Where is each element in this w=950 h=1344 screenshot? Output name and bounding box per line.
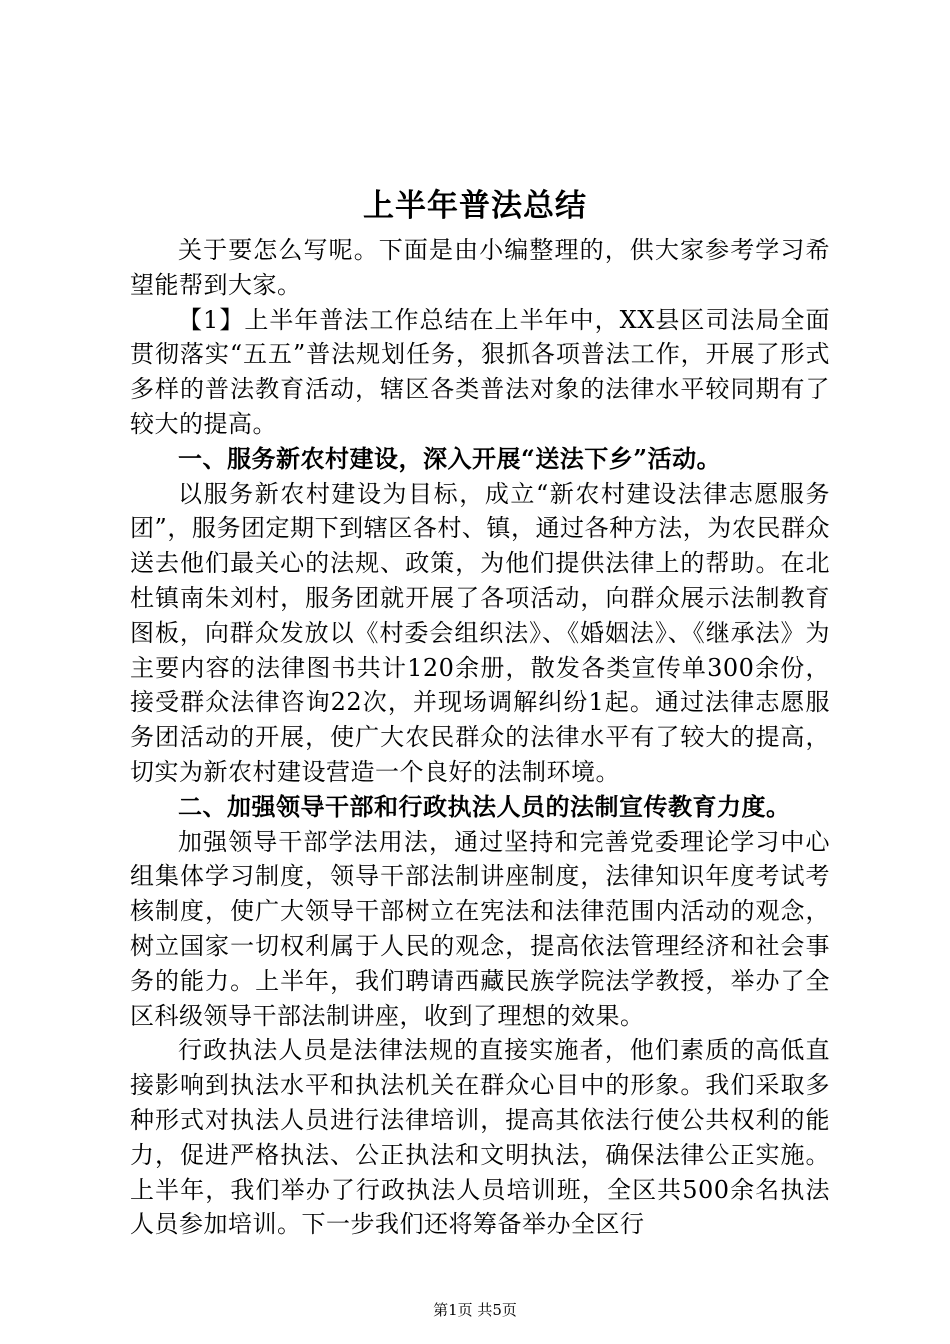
- paragraph-section-1: 以服务新农村建设为目标，成立“新农村建设法律志愿服务团”，服务团定期下到辖区各村、镇，通过各种方法，为农民群众送去他们最关心的法规、政策，为他们提供法律上的帮助。在北杜镇南朱刘村，服务团就开展了各项活动，向群众展示法制教育图板，向群众发放以《村委会组织法》、《婚姻法》、《继承法》为主要内容的法律图书共计120余册，散发各类宣传单300余份，接受群众法律咨询22次，并现场调解纠纷1起。通过法律志愿服务团活动的开展，使广大农民群众的法律水平有了较大的提高，切实为新农村建设营造一个良好的法制环境。: [130, 479, 830, 786]
- section-heading-2: 二、加强领导干部和行政执法人员的法制宣传教育力度。: [178, 791, 791, 821]
- paragraph-summary: 【1】上半年普法工作总结在上半年中，XX县区司法局全面贯彻落实“五五”普法规划任务，狠抓各项普法工作，开展了形式多样的普法教育活动，辖区各类普法对象的法律水平较同期有了较大的提高。: [130, 305, 830, 438]
- paragraph-intro: 关于要怎么写呢。下面是由小编整理的，供大家参考学习希望能帮到大家。: [130, 236, 830, 299]
- page-number-footer: 第1页 共5页: [433, 1301, 517, 1319]
- paragraph-section-2b: 行政执法人员是法律法规的直接实施者，他们素质的高低直接影响到执法水平和执法机关在群众心目中的形象。我们采取多种形式对执法人员进行法律培训，提高其依法行使公共权利的能力，促进严格执法、公正执法和文明执法，确保法律公正实施。上半年，我们举办了行政执法人员培训班，全区共500余名执法人员参加培训。下一步我们还将筹备举办全区行: [130, 1036, 830, 1239]
- document-title: 上半年普法总结: [363, 188, 587, 224]
- section-heading-1: 一、服务新农村建设，深入开展“送法下乡”活动。: [178, 443, 722, 473]
- document-body: [130, 233, 830, 1242]
- paragraph-section-2a: 加强领导干部学法用法，通过坚持和完善党委理论学习中心组集体学习制度，领导干部法制讲座制度，法律知识年度考试考核制度，使广大领导干部树立在宪法和法律范围内活动的观念，树立国家一切权利属于人民的观念，提高依法管理经济和社会事务的能力。上半年，我们聘请西藏民族学院法学教授，举办了全区科级领导干部法制讲座，收到了理想的效果。: [130, 827, 830, 1030]
